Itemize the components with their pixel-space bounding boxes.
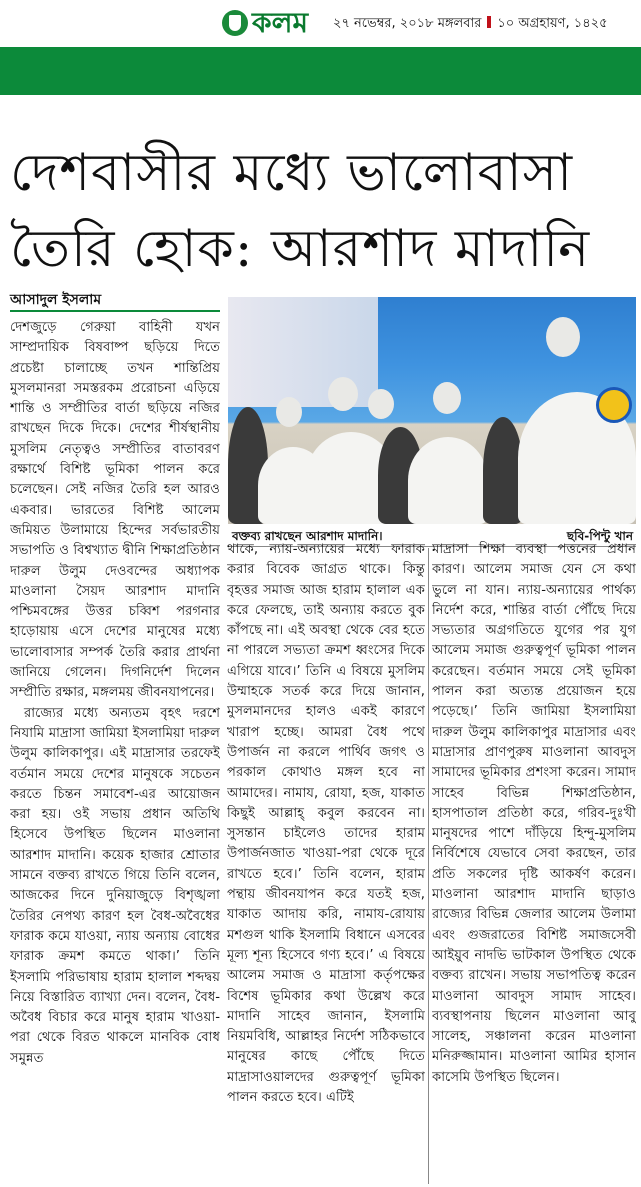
newspaper-logo[interactable] <box>222 6 308 40</box>
column-2-paragraph-1: থাকে, ন্যায়-অন্যায়ের মধ্যে ফারাক করার বিবেক জাগ্রত থাকে। কিন্তু বৃহত্তর সমাজ আজ হারাম হালাল এক করে ফেলছে, তাই অন্যায় করতে বুক কাঁপছে না। এই অবস্থা থেকে বের হতে না পারলে সভ্যতা ক্রমশ ধ্বংসের দিকে এগিয়ে যাবে।’ তিনি এ বিষয়ে মুসলিম উম্মাহকে সতর্ক করে দিয়ে জানান, মুসলমানদের হালও একই কারণে খারাপ হচ্ছে। আমরা বৈধ পথে উপার্জন না করলে পার্থিব জগৎ ও পরকাল কোথাও মঙ্গল হবে না আমাদের। নামায, রোযা, হজ, যাকাত কিছুই আল্লাহ্‌ কবুল করবেন না। সুসন্তান চাইলেও তাদের হারাম উপার্জনজাত খাওয়া-পরা থেকে দূরে রাখতে হবে।’ তিনি বলেন, হারাম পন্থায় জীবনযাপন করে যতই হজ, যাকাত আদায় করি, নামায-রোযায় মশগুল থাকি ইসলামি বিধানে এসবের মূল্য শূন্য হিসেবে গণ্য হবে।’ এ বিষয়ে আলেম সমাজ ও মাদ্রাসা কর্তৃপক্ষের বিশেষ ভূমিকার কথা উল্লেখ করে মাদানি সাহেব জানান, ইসলামি নিয়মবিধি, আল্লাহর নির্দেশ সঠিকভাবে মানুষের কাছে পৌঁছে দিতে মাদ্রাসাওয়ালদের গুরুত্বপূর্ণ ভূমিকা পালন করতে হবে। এটিই <box>227 542 425 1106</box>
photo-caption: বক্তব্য রাখছেন আরশাদ মাদানি। <box>232 529 383 543</box>
article-photo[interactable] <box>228 297 636 524</box>
date-gregorian: ২৭ নভেম্বর, ২০১৮ মঙ্গলবার <box>333 16 482 31</box>
date-bengali: ১০ অগ্রহায়ণ, ১৪২৫ <box>497 16 608 31</box>
pen-nib-icon <box>222 10 248 36</box>
photo-figure <box>433 382 461 414</box>
event-logo-badge <box>596 387 632 423</box>
green-banner-bar <box>0 47 641 95</box>
headline-line-1: দেশবাসীর মধ্যে ভালোবাসা <box>10 143 574 203</box>
photo-figure <box>408 437 488 524</box>
photo-figure <box>483 417 523 524</box>
byline-rule <box>10 310 220 312</box>
headline-line-2: তৈরি হোক: আরশাদ মাদানি <box>10 219 591 279</box>
photo-figure <box>368 389 394 419</box>
column-divider <box>428 548 429 1184</box>
dateline <box>333 14 608 35</box>
column-1-paragraph-1: দেশজুড়ে গেরুয়া বাহিনী যখন সাম্প্রদায়িক বিষবাষ্প ছড়িয়ে দিতে প্রচেষ্টা চালাচ্ছে তখন শান্তিপ্রিয় মুসলমানরা সমস্তরকম প্ররোচনা এড়িয়ে শান্তি ও সম্প্রীতির বার্তা ছড়িয়ে নজির রাখছেন দিকে দিকে। দেশের শীর্ষস্থানীয় মুসলিম নেতৃত্বও সম্প্রীতির বাতাবরণ রক্ষার্থে বিশিষ্ট ভূমিকা পালন করে চলেছেন। সেই নজির তৈরি হল আরও একবার। ভারতের বিশিষ্ট আলেম জমিয়ত উলামায়ে হিন্দের সর্বভারতীয় সভাপতি ও বিশ্বখ্যাত দ্বীনি শিক্ষাপ্রতিষ্ঠান দারুল উলুম দেওবন্দের অধ্যাপক মাওলানা সৈয়দ আরশাদ মাদানি পশ্চিমবঙ্গের উত্তর চব্বিশ পরগনার হাড়োয়ায় এসে দেশের মানুষের মধ্যে ভালোবাসার সম্পর্ক তৈরি করার প্রার্থনা জানিয়ে গেলেন। দিগনির্দেশ দিলেন সম্প্রীতি রক্ষার, মঙ্গলময় জীবনযাপনের। <box>10 320 220 701</box>
logo-text: কলম <box>252 6 308 39</box>
byline: আসাদুল ইসলাম <box>10 292 102 308</box>
photo-figure <box>328 377 358 411</box>
photo-figure <box>546 317 580 357</box>
masthead <box>0 0 641 46</box>
article-column-2 <box>227 540 425 1186</box>
article-column-1 <box>10 318 220 1186</box>
photo-figure <box>276 397 302 427</box>
article-column-3 <box>432 540 636 1186</box>
column-3-paragraph-1: মাদ্রাসা শিক্ষা ব্যবস্থা পত্তনের প্রধান কারণ। আলেম সমাজ যেন সে কথা ভুলে না যান। ন্যায়-অন্যায়ের পার্থক্য নির্দেশ করে, শান্তির বার্তা পৌঁছে দিয়ে সভ্যতার অগ্রগতিতে যুগের পর যুগ আলেম সমাজ গুরুত্বপূর্ণ ভূমিকা পালন করেছেন। বর্তমান সময়ে সেই ভূমিকা পালন করা অত্যন্ত প্রয়োজন হয়ে পড়েছে।’ তিনি জামিয়া ইসলামিয়া দারুল উলুম কালিকাপুর মাদ্রাসার এবং মাদ্রাসার প্রাণপুরুষ মাওলানা আবদুস সামাদের ভূমিকার প্রশংসা করেন। সামাদ সাহেব বিভিন্ন শিক্ষাপ্রতিষ্ঠান, হাসপাতাল প্রতিষ্ঠা করে, গরিব-দুঃখী মানুষদের পাশে দাঁড়িয়ে হিন্দু-মুসলিম নির্বিশেষে যেভাবে সেবা করছেন, তার প্রতি সকলের দৃষ্টি আকর্ষণ করেন। মাওলানা আরশাদ মাদানি ছাড়াও রাজ্যের বিভিন্ন জেলার আলেম উলামা এবং গুজরাতের বিশিষ্ট সমাজসেবী আইয়ুব নাদভি ভাটকাল উপস্থিত থেকে বক্তব্য রাখেন। সভায় সভাপতিত্ব করেন মাওলানা আবদুস সামাদ সাহেব। ব্যবস্থাপনায় ছিলেন মাওলানা আবু সালেহ, সঞ্চালনা করেন মাওলানা মনিরুজ্জামান। মাওলানা আমির হাসান কাসেমি উপস্থিত ছিলেন। <box>432 542 636 1085</box>
column-1-paragraph-2: রাজ্যের মধ্যে অন্যতম বৃহৎ দরশে নিযামি মাদ্রাসা জামিয়া ইসলামিয়া দারুল উলুম কালিকাপুর। এই মাদ্রাসার তরফেই বর্তমান সময়ে দেশের মানুষকে সচেতন করতে চিন্তন সমাবেশ-এর আয়োজন করা হয়। ওই সভায় প্রধান অতিথি হিসেবে উপস্থিত ছিলেন মাওলানা আরশাদ মাদানি। কয়েক হাজার শ্রোতার সামনে বক্তব্য রাখতে গিয়ে তিনি বলেন, আজকের দিনে দুনিয়াজুড়ে বিশৃঙ্খলা তৈরির নেপথ্য কারণ হল বৈধ-অবৈধের ফারাক কমে যাওয়া, ন্যায় অন্যায় বোধের ফারাক ক্রমশ কমতে থাকা।’ তিনি ইসলামি পরিভাষায় হারাম হালাল শব্দদ্বয় নিয়ে বিস্তারিত ব্যাখ্যা দেন। বলেন, বৈধ-অবৈধ বিচার করে মানুষ হারাম খাওয়া-পরা থেকে বিরত থাকলে মানবিক বোধ সমুন্নত <box>10 705 220 1066</box>
photo-credit: ছবি-পিন্টু খান <box>566 529 633 543</box>
date-separator <box>487 16 491 28</box>
